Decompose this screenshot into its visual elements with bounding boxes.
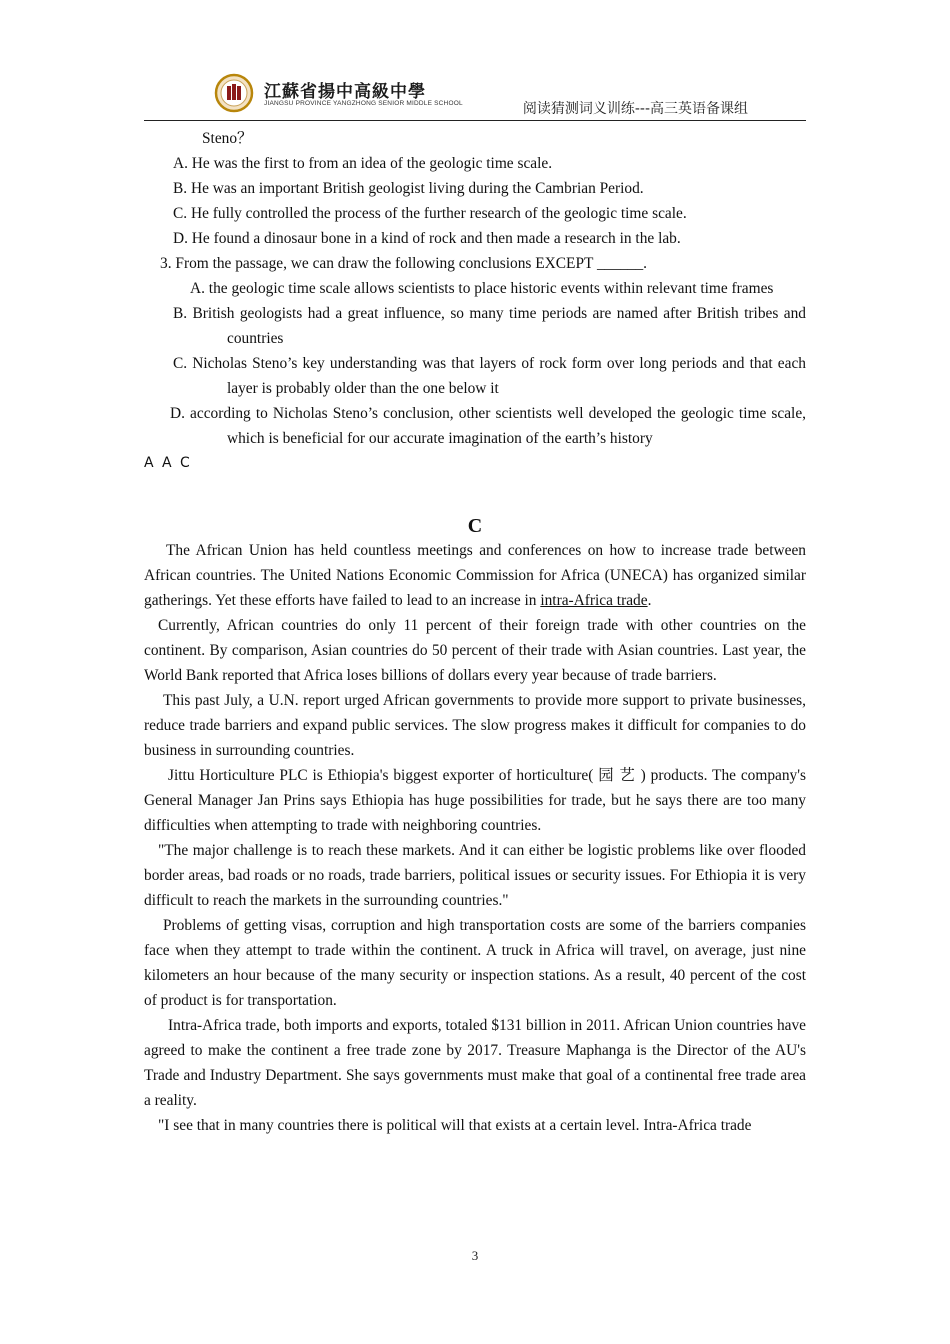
page-header — [144, 70, 806, 121]
question-3: 3. From the passage, we can draw the following conclusions EXCEPT ______. — [160, 255, 648, 272]
paragraph-1: The African Union has held countless meetings and conferences on how to increase trade between African countries. The United Nations Economic Commission for Africa (UNECA) has organized similar gatherings. Yet these efforts have failed to lead to an increase in intra-Africa trade. — [144, 542, 806, 609]
target-phrase: intra-Africa trade — [540, 592, 648, 609]
section-title: C — [467, 515, 483, 537]
page-content — [144, 126, 806, 1138]
q3-option-a: A. the geologic time scale allows scientists to place historic events within relevant time frames — [190, 280, 774, 297]
page-number: 3 — [471, 1248, 479, 1263]
q3-option-d: D. according to Nicholas Steno’s conclusion, other scientists well developed the geologic time scale, which is beneficial for our accurate imagination of the earth’s history — [170, 405, 806, 447]
q2-option-b: B. He was an important British geologist living during the Cambrian Period. — [173, 180, 644, 197]
q3-option-b: B. British geologists had a great influence, so many time periods are named after British tribes and countries — [173, 305, 806, 347]
school-name-chinese: 江蘇省揚中高級中學 — [264, 82, 426, 102]
course-title: 阅读猜测词义训练---高三英语备课组 — [522, 101, 748, 117]
paragraph-2: Currently, African countries do only 11 percent of their foreign trade with other countries on the continent. By comparison, Asian countries do 50 percent of their trade with Asian countries. Last year, the World Bank reported that Africa loses billions of dollars every year because of trade barriers. — [144, 617, 806, 684]
q2-option-a: A. He was the first to from an idea of the geologic time scale. — [173, 155, 553, 172]
school-name-english: JIANGSU PROVINCE YANGZHONG SENIOR MIDDLE SCHOOL — [264, 100, 463, 107]
paragraph-7: Intra-Africa trade, both imports and exports, totaled $131 billion in 2011. African Union countries have agreed to make the continent a free trade zone by 2017. Treasure Maphanga is the Director of the AU's Trade and Industry Department. She says governments must make that goal of a continental free trade area a reality. — [144, 1017, 806, 1109]
paragraph-8: "I see that in many countries there is political will that exists at a certain level. Intra-Africa trade — [158, 1117, 752, 1134]
paragraph-6: Problems of getting visas, corruption and high transportation costs are some of the barriers companies face when they attempt to trade within the continent. A truck in Africa will travel, on average, just nine kilometers an hour because of the many security or inspection stations. As a result, 40 percent of the cost of product is for transportation. — [144, 917, 806, 1009]
question-2-tail: Steno？ — [202, 130, 253, 147]
paragraph-5: "The major challenge is to reach these markets. And it can either be logistic problems like over flooded border areas, bad roads or no roads, trade barriers, political issues or security issues. For Ethiopia it is very difficult to reach the markets in the surrounding countries." — [144, 842, 806, 909]
paragraph-3: This past July, a U.N. report urged African governments to provide more support to private businesses, reduce trade barriers and expand public services. The slow progress makes it difficult for companies to do business in surrounding countries. — [144, 692, 806, 759]
q2-option-c: C. He fully controlled the process of the further research of the geologic time scale. — [173, 205, 687, 222]
school-logo — [214, 73, 514, 115]
paragraph-4: Jittu Horticulture PLC is Ethiopia's biggest exporter of horticulture( 园 艺 ) products. The company's General Manager Jan Prins says Ethiopia has huge possibilities for trade, but he says there are too many difficulties when attempting to trade with neighboring countries. — [144, 767, 806, 834]
q3-option-c: C. Nicholas Steno’s key understanding was that layers of rock form over long periods and that each layer is probably older than the one below it — [173, 355, 806, 397]
school-emblem-icon — [214, 73, 254, 113]
q2-option-d: D. He found a dinosaur bone in a kind of rock and then made a research in the lab. — [173, 230, 681, 247]
answer-key: A A C — [144, 455, 192, 471]
